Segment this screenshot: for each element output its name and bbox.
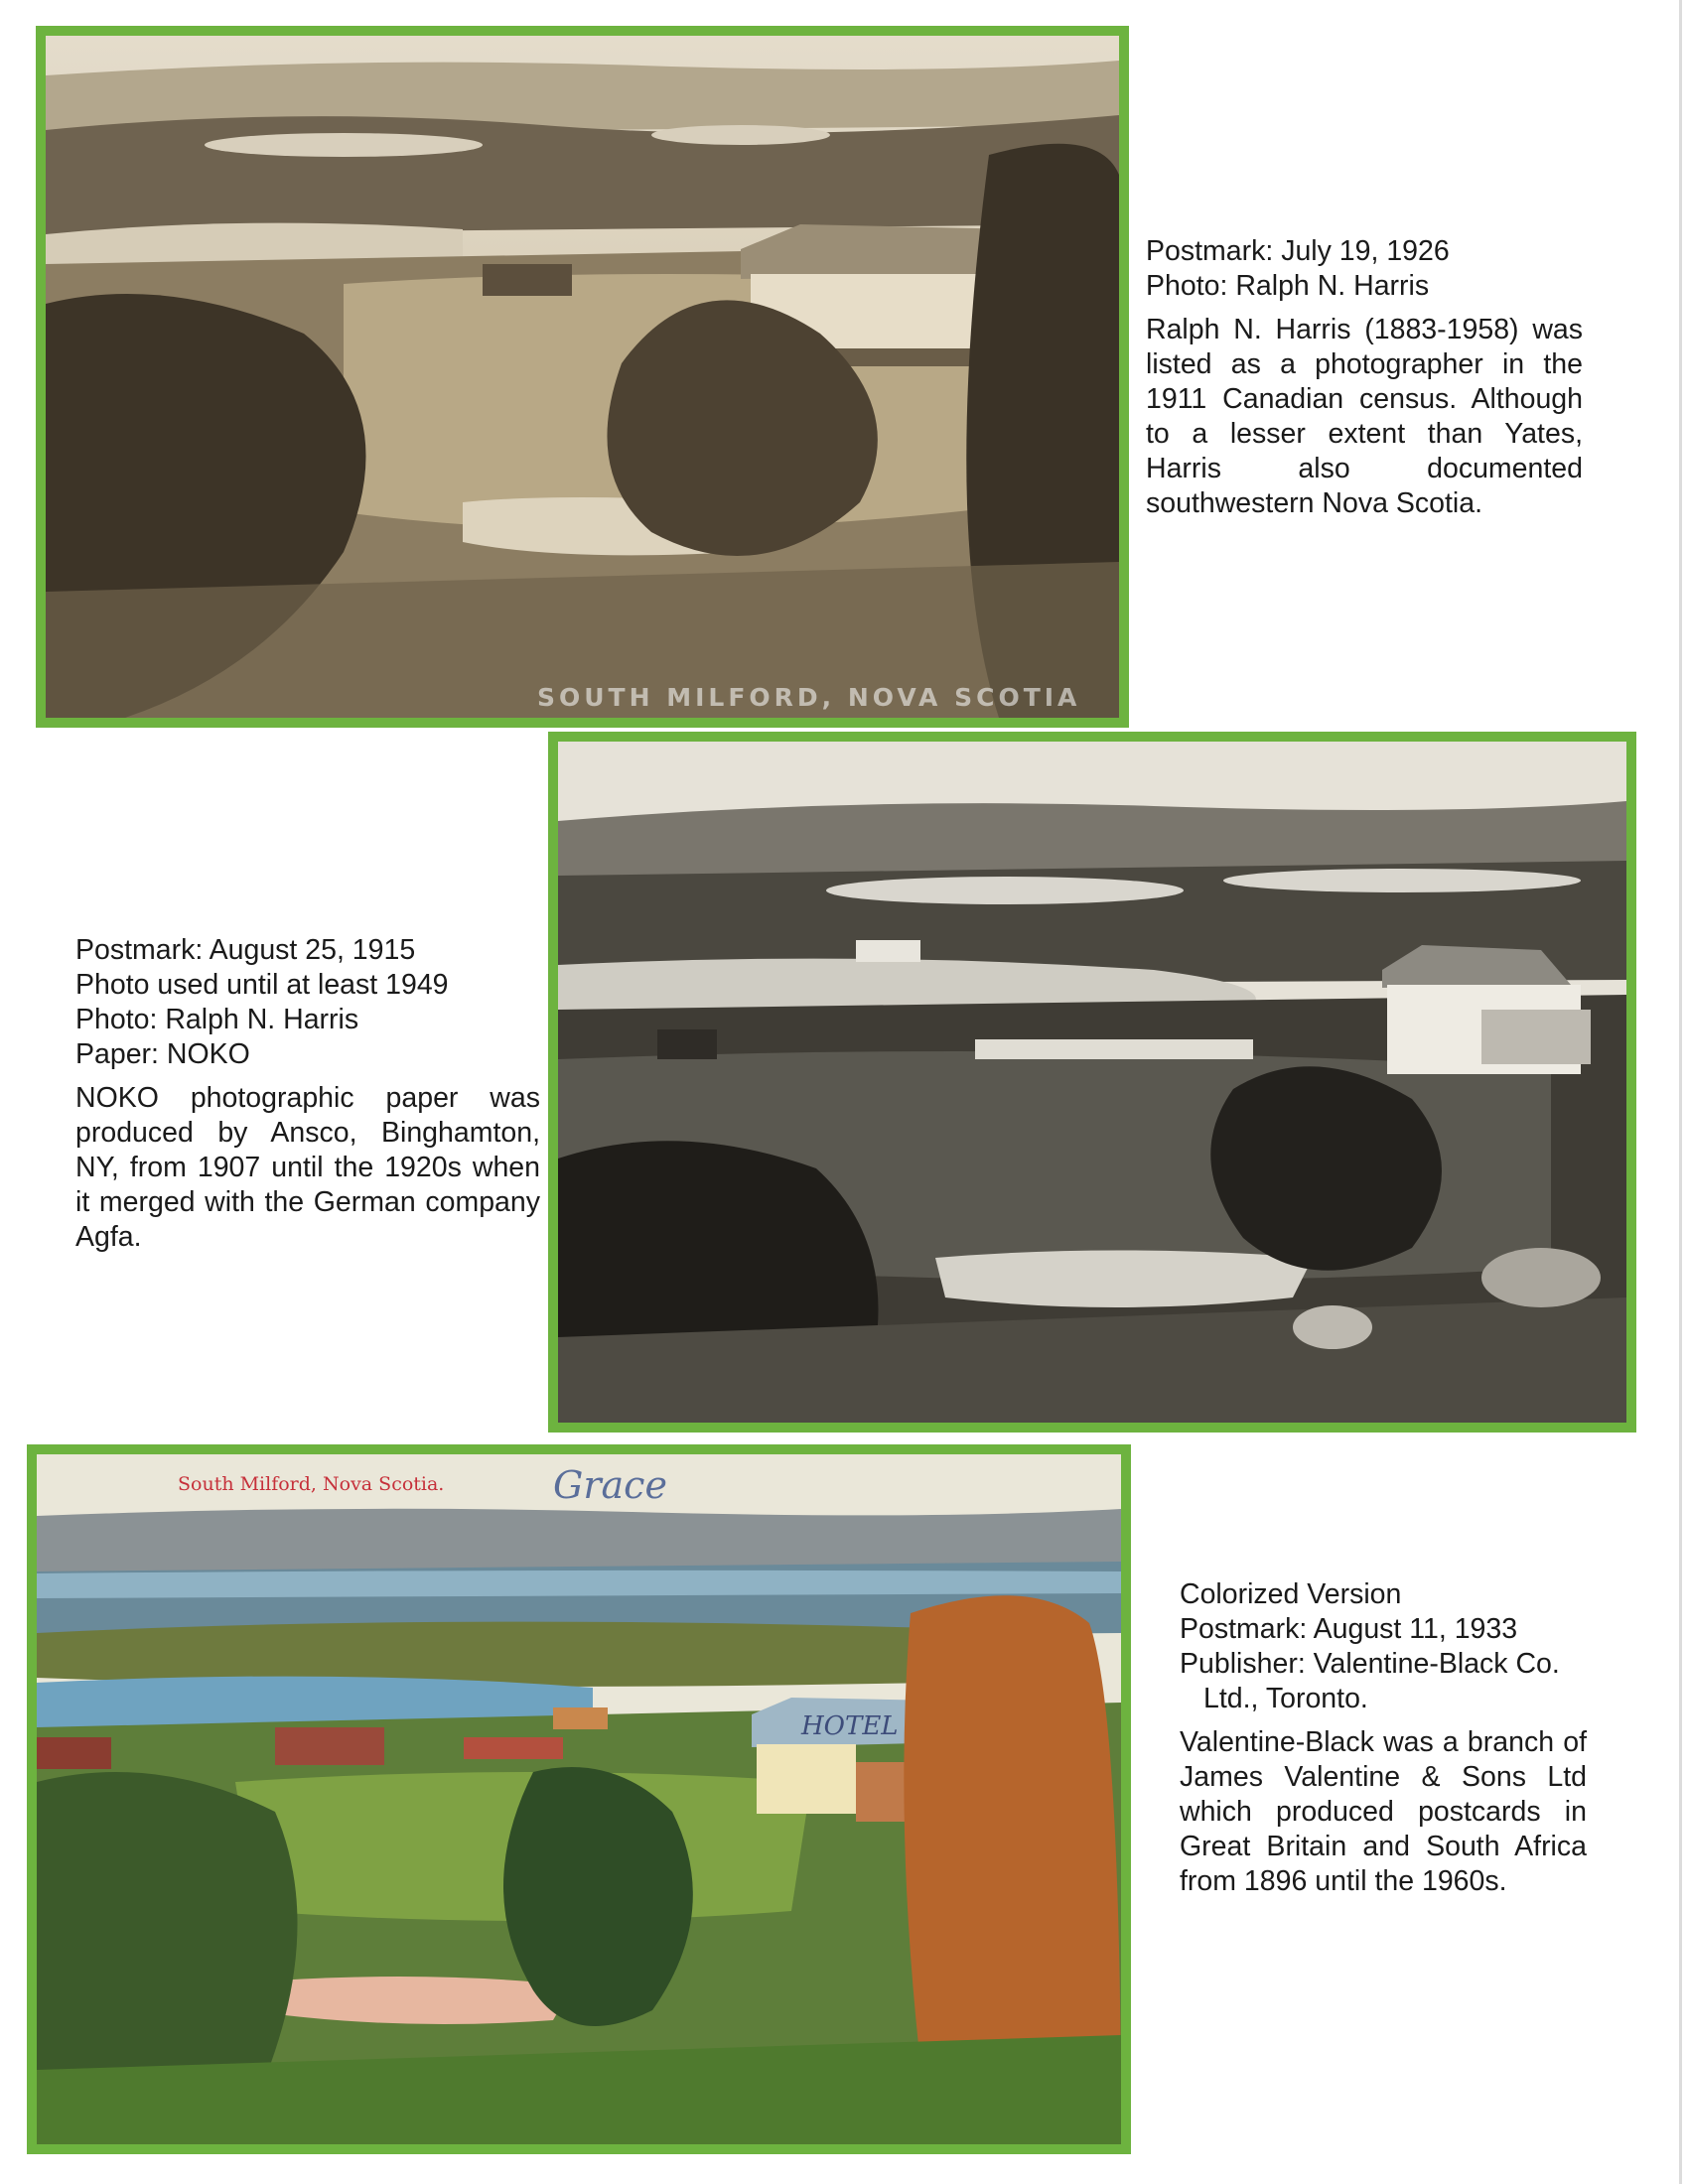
usage-line: Photo used until at least 1949 (75, 969, 449, 1001)
postmark-line: Postmark: August 11, 1933 (1180, 1613, 1518, 1645)
caption-description: Valentine-Black was a branch of James Valentine & Sons Ltd which produced postcards in Great Britain and South Africa from 1896 until the 1960s. (1180, 1726, 1587, 1897)
postcard-3-caption (1180, 1577, 1587, 1899)
paper-line: Paper: NOKO (75, 1038, 250, 1070)
postcard-2-caption (75, 933, 540, 1255)
postmark-line: Postmark: August 25, 1915 (75, 934, 416, 966)
postcard-1-frame (36, 26, 1129, 728)
photographer-line: Photo: Ralph N. Harris (1146, 270, 1430, 302)
postcard-1-caption (1146, 234, 1583, 521)
caption-description: NOKO photographic paper was produced by Ansco, Binghamton, NY, from 1907 until the 1920s when it merged with the German company Agfa. (75, 1082, 540, 1253)
photographer-line: Photo: Ralph N. Harris (75, 1004, 359, 1035)
print-title: South Milford, Nova Scotia. (178, 1473, 445, 1495)
postcard-2-frame (548, 732, 1636, 1433)
version-line: Colorized Version (1180, 1578, 1402, 1610)
postcard-3-frame (27, 1444, 1131, 2154)
hotel-sign: HOTEL (801, 1711, 899, 1741)
postcard-2-photo (558, 742, 1626, 1423)
caption-description: Ralph N. Harris (1883-1958) was listed as a photographer in the 1911 Canadian census. Although to a lesser extent than Yates, Harris also documented southwestern Nova Scotia. (1146, 314, 1583, 519)
page-edge (1679, 0, 1682, 2184)
publisher-line-continued: Ltd., Toronto. (1203, 1683, 1368, 1714)
postmark-line: Postmark: July 19, 1926 (1146, 235, 1450, 267)
handwritten-inscription: Grace (553, 1463, 667, 1507)
photo-1-caption-text: SOUTH MILFORD, NOVA SCOTIA (537, 683, 1081, 712)
publisher-line: Publisher: Valentine-Black Co. (1180, 1648, 1560, 1680)
postcard-3-photo (37, 1454, 1121, 2144)
postcard-1-photo (46, 36, 1119, 718)
